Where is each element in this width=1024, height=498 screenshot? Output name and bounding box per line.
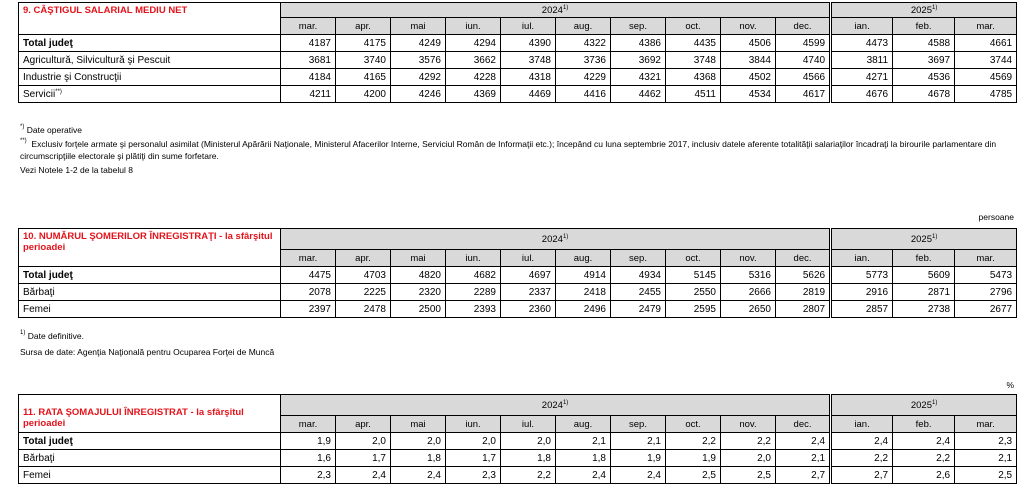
table-cell: 4318: [501, 69, 556, 86]
table-cell: 1,9: [611, 450, 666, 467]
table-cell: 2,0: [721, 450, 776, 467]
table-cell: 4502: [721, 69, 776, 86]
table-cell: 4511: [666, 86, 721, 103]
table-numar-someri: [18, 228, 1017, 318]
row-label: Femei: [19, 467, 281, 484]
month-header: mar.: [955, 416, 1017, 433]
table-cell: 2,1: [556, 433, 611, 450]
table-cell: 4368: [666, 69, 721, 86]
unit-persoane: persoane: [978, 212, 1014, 222]
unit-percent: %: [1006, 380, 1014, 390]
table-cell: 2337: [501, 284, 556, 301]
month-header: nov.: [721, 18, 776, 35]
table-cell: 5473: [955, 267, 1017, 284]
row-label: Femei: [19, 301, 281, 318]
table-cell: 2,4: [893, 433, 955, 450]
table-cell: 2,2: [501, 467, 556, 484]
month-header: iun.: [446, 416, 501, 433]
month-header: sep.: [611, 18, 666, 35]
table-cell: 5626: [776, 267, 831, 284]
month-header: dec.: [776, 416, 831, 433]
table-cell: 2666: [721, 284, 776, 301]
note-sursa-date: Sursa de date: Agenţia Naţională pentru Ocuparea Forţei de Muncă: [20, 347, 275, 357]
month-header: mai: [391, 18, 446, 35]
table-cell: 5609: [893, 267, 955, 284]
table-cell: 4229: [556, 69, 611, 86]
month-header: iun.: [446, 18, 501, 35]
table-cell: 4536: [893, 69, 955, 86]
table-cell: 2,0: [391, 433, 446, 450]
table-cell: 4200: [336, 86, 391, 103]
table-cell: 4617: [776, 86, 831, 103]
table-cell: 2,0: [336, 433, 391, 450]
table-cell: 2916: [831, 284, 893, 301]
table-cell: 2418: [556, 284, 611, 301]
table-title: 9. CÂŞTIGUL SALARIAL MEDIU NET: [19, 3, 281, 35]
table-cell: 2,2: [893, 450, 955, 467]
year-2025-header: 2025$^{1)}$: [831, 3, 1017, 18]
table-row: [19, 450, 1017, 467]
table-rata-somaj: [18, 394, 1017, 484]
table-cell: 4820: [391, 267, 446, 284]
table-cell: 2,1: [955, 450, 1017, 467]
row-label: Total judeţ: [19, 433, 281, 450]
table-row: [19, 433, 1017, 450]
table-cell: 2871: [893, 284, 955, 301]
month-header: iul.: [501, 18, 556, 35]
table-cell: 3697: [893, 52, 955, 69]
table-cell: 2,1: [776, 450, 831, 467]
month-header: feb.: [893, 416, 955, 433]
table-cell: 4785: [955, 86, 1017, 103]
table-cell: 2,4: [776, 433, 831, 450]
table-cell: 5773: [831, 267, 893, 284]
table-cell: 1,9: [281, 433, 336, 450]
table-row: [19, 267, 1017, 284]
month-header: sep.: [611, 416, 666, 433]
month-header: ian.: [831, 416, 893, 433]
row-label: Servicii**): [19, 86, 281, 103]
table-title: 11. RATA ŞOMAJULUI ÎNREGISTRAT - la sfârşitul perioadei: [19, 395, 281, 433]
table-cell: 4416: [556, 86, 611, 103]
table-cell: 4569: [955, 69, 1017, 86]
table-row: [19, 284, 1017, 301]
month-header: ian.: [831, 18, 893, 35]
row-label: Total judeţ: [19, 35, 281, 52]
table-cell: 2,6: [893, 467, 955, 484]
table-cell: 4165: [336, 69, 391, 86]
table-row: [19, 467, 1017, 484]
table-cell: 4386: [611, 35, 666, 52]
year-2024-header: 2024$^{1)}$: [281, 3, 831, 18]
table-cell: 2,2: [666, 433, 721, 450]
table-cell: 3740: [336, 52, 391, 69]
table-cell: 4175: [336, 35, 391, 52]
table-row: [19, 86, 1017, 103]
month-header: mar.: [281, 18, 336, 35]
table-cell: 4271: [831, 69, 893, 86]
table-cell: 4678: [893, 86, 955, 103]
table-cell: 2,4: [611, 467, 666, 484]
table-cell: 2455: [611, 284, 666, 301]
month-header: oct.: [666, 416, 721, 433]
month-header: iul.: [501, 250, 556, 267]
table-cell: 4184: [281, 69, 336, 86]
table-cell: 2650: [721, 301, 776, 318]
table-cell: 2,2: [831, 450, 893, 467]
table-row: [19, 69, 1017, 86]
table-title: 10. NUMĂRUL ŞOMERILOR ÎNREGISTRAŢI - la sfârşitul perioadei: [19, 229, 281, 267]
table-cell: 2,3: [281, 467, 336, 484]
month-header: ian.: [831, 250, 893, 267]
table-cell: 4475: [281, 267, 336, 284]
table-cell: 2550: [666, 284, 721, 301]
table-castig-salarial: [18, 2, 1017, 103]
year-2024-header: 2024$^{1)}$: [281, 229, 831, 250]
note-circumscriptii: circumscripţiile electorale şi plătiţi din sume forfetare.: [20, 151, 219, 161]
month-header: oct.: [666, 18, 721, 35]
month-header: iul.: [501, 416, 556, 433]
table-cell: 2796: [955, 284, 1017, 301]
row-label: Agricultură, Silvicultură şi Pescuit: [19, 52, 281, 69]
table-cell: 4534: [721, 86, 776, 103]
table-cell: 5316: [721, 267, 776, 284]
note-date-operative: *) Date operative: [20, 124, 83, 135]
table-cell: 2478: [336, 301, 391, 318]
table-row: [19, 35, 1017, 52]
month-header: dec.: [776, 18, 831, 35]
table-cell: 4914: [556, 267, 611, 284]
month-header: aug.: [556, 250, 611, 267]
month-header: feb.: [893, 18, 955, 35]
month-header: mai: [391, 416, 446, 433]
table-cell: 2,7: [776, 467, 831, 484]
month-header: nov.: [721, 250, 776, 267]
table-cell: 4369: [446, 86, 501, 103]
table-cell: 3692: [611, 52, 666, 69]
row-label: Total judeţ: [19, 267, 281, 284]
month-header: nov.: [721, 416, 776, 433]
month-header: feb.: [893, 250, 955, 267]
table-cell: 3748: [666, 52, 721, 69]
table-cell: 3662: [446, 52, 501, 69]
table-cell: 4246: [391, 86, 446, 103]
table-cell: 1,7: [446, 450, 501, 467]
row-label: Industrie şi Construcţii: [19, 69, 281, 86]
note-date-definitive: $^{1)}$ Date definitive.: [20, 330, 84, 341]
table-cell: 2677: [955, 301, 1017, 318]
table-cell: 4469: [501, 86, 556, 103]
table-row: [19, 301, 1017, 318]
table-cell: 2479: [611, 301, 666, 318]
table-cell: 4390: [501, 35, 556, 52]
month-header: aug.: [556, 18, 611, 35]
table-cell: 2,7: [831, 467, 893, 484]
year-2025-header: 2025$^{1)}$: [831, 395, 1017, 416]
month-header: mar.: [281, 250, 336, 267]
table-cell: 3811: [831, 52, 893, 69]
table-cell: 4934: [611, 267, 666, 284]
table-cell: 2807: [776, 301, 831, 318]
month-header: dec.: [776, 250, 831, 267]
month-header: iun.: [446, 250, 501, 267]
table-cell: 4697: [501, 267, 556, 284]
table-cell: 2320: [391, 284, 446, 301]
row-label: Bărbaţi: [19, 450, 281, 467]
month-header: sep.: [611, 250, 666, 267]
table-cell: 2289: [446, 284, 501, 301]
table-cell: 4211: [281, 86, 336, 103]
table-cell: 2,1: [611, 433, 666, 450]
table-cell: 2,5: [666, 467, 721, 484]
table-cell: 2738: [893, 301, 955, 318]
table-cell: 4661: [955, 35, 1017, 52]
month-header: aug.: [556, 416, 611, 433]
table-cell: 4599: [776, 35, 831, 52]
table-cell: 2,3: [955, 433, 1017, 450]
table-cell: 1,9: [666, 450, 721, 467]
table-cell: 4682: [446, 267, 501, 284]
note-exclusiv: **) Exclusiv forţele armate şi personalul asimilat (Ministerul Apărării Naţionale, Ministerul Afacerilor Interne, Serviciul Român de Informaţii etc.); începând cu luna septembrie 2017, inclusiv datele aferente totalităţii salariaţilor încadraţi la birourile parlamentare din: [20, 138, 997, 149]
table-cell: 4249: [391, 35, 446, 52]
year-2024-header: 2024$^{1)}$: [281, 395, 831, 416]
table-cell: 2,5: [721, 467, 776, 484]
table-cell: 2819: [776, 284, 831, 301]
table-cell: 2,4: [336, 467, 391, 484]
table-cell: 2,0: [446, 433, 501, 450]
table-cell: 4321: [611, 69, 666, 86]
table-cell: 2496: [556, 301, 611, 318]
table-cell: 3576: [391, 52, 446, 69]
row-label: Bărbaţi: [19, 284, 281, 301]
table-row: [19, 52, 1017, 69]
table-cell: 4187: [281, 35, 336, 52]
table-cell: 3736: [556, 52, 611, 69]
month-header: apr.: [336, 416, 391, 433]
table-cell: 4462: [611, 86, 666, 103]
table-cell: 3681: [281, 52, 336, 69]
table-cell: 4473: [831, 35, 893, 52]
table-cell: 5145: [666, 267, 721, 284]
table-cell: 2,3: [446, 467, 501, 484]
table-cell: 3748: [501, 52, 556, 69]
table-cell: 2595: [666, 301, 721, 318]
table-cell: 2,5: [955, 467, 1017, 484]
table-cell: 4435: [666, 35, 721, 52]
table-cell: 2500: [391, 301, 446, 318]
table-cell: 2,4: [391, 467, 446, 484]
table-cell: 4740: [776, 52, 831, 69]
table-cell: 2,2: [721, 433, 776, 450]
table-cell: 2,0: [501, 433, 556, 450]
month-header: mai: [391, 250, 446, 267]
table-cell: 2360: [501, 301, 556, 318]
table-cell: 3744: [955, 52, 1017, 69]
year-2025-header: 2025$^{1)}$: [831, 229, 1017, 250]
table-cell: 4228: [446, 69, 501, 86]
month-header: mar.: [955, 250, 1017, 267]
table-cell: 2078: [281, 284, 336, 301]
table-cell: 2397: [281, 301, 336, 318]
table-cell: 2857: [831, 301, 893, 318]
table-cell: 4322: [556, 35, 611, 52]
table-cell: 1,7: [336, 450, 391, 467]
table-cell: 4292: [391, 69, 446, 86]
table-cell: 1,8: [391, 450, 446, 467]
table-cell: 4676: [831, 86, 893, 103]
note-vezi-notele: Vezi Notele 1-2 de la tabelul 8: [20, 165, 133, 175]
table-cell: 1,8: [556, 450, 611, 467]
table-cell: 4294: [446, 35, 501, 52]
month-header: mar.: [281, 416, 336, 433]
month-header: mar.: [955, 18, 1017, 35]
table-cell: 4506: [721, 35, 776, 52]
table-cell: 1,8: [501, 450, 556, 467]
table-cell: 2,4: [831, 433, 893, 450]
table-cell: 3844: [721, 52, 776, 69]
month-header: apr.: [336, 18, 391, 35]
table-cell: 2225: [336, 284, 391, 301]
table-cell: 2,4: [556, 467, 611, 484]
table-cell: 4588: [893, 35, 955, 52]
month-header: oct.: [666, 250, 721, 267]
table-cell: 2393: [446, 301, 501, 318]
month-header: apr.: [336, 250, 391, 267]
table-cell: 1,6: [281, 450, 336, 467]
table-cell: 4566: [776, 69, 831, 86]
table-cell: 4703: [336, 267, 391, 284]
